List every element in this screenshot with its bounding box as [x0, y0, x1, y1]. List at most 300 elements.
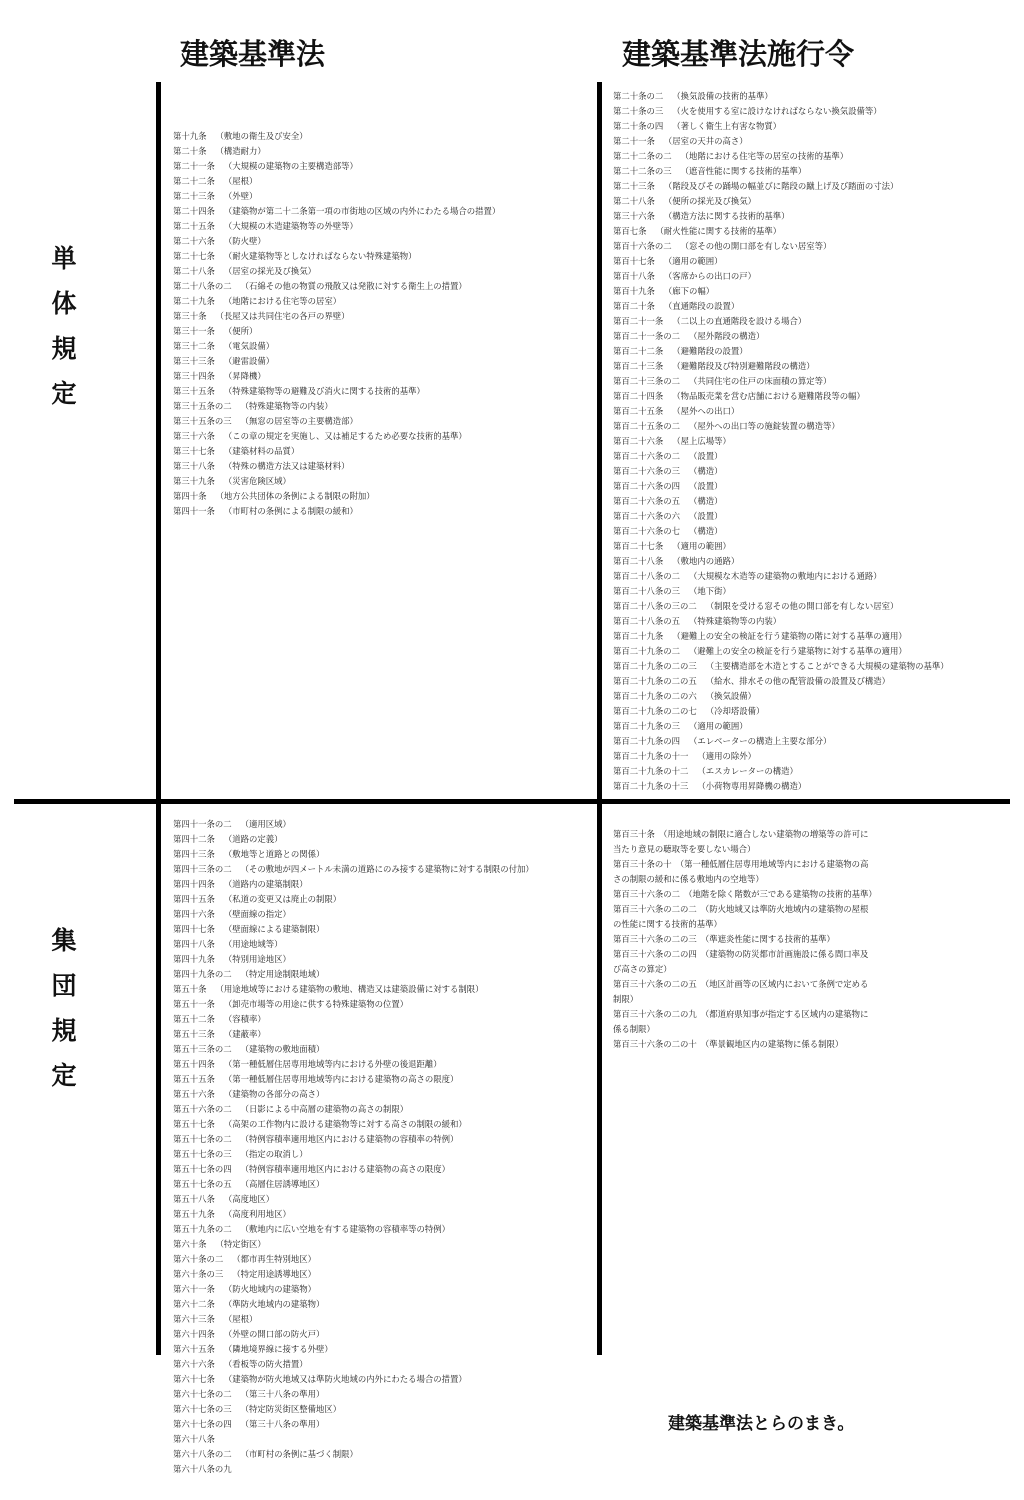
article-item	[613, 149, 1013, 164]
article-item	[173, 1387, 595, 1402]
article-number: 第二十三条	[613, 181, 655, 191]
article-title: （小荷物専用昇降機の構造）	[697, 781, 807, 791]
article-item	[613, 374, 1013, 389]
article-item	[173, 1462, 595, 1477]
article-title: （制限を受ける窓その他の開口部を有しない居室）	[705, 601, 899, 611]
article-number: 第二十条	[173, 146, 207, 156]
article-item	[613, 239, 1013, 254]
article-number: 第六十八条の二	[173, 1449, 232, 1459]
article-number: 第百二十五条の二	[613, 421, 680, 431]
article-number: 第二十二条の三	[613, 166, 672, 176]
article-number: 第五十六条	[173, 1089, 215, 1099]
article-title: （居室の天井の高さ）	[663, 136, 748, 146]
article-title: （道路内の建築制限）	[223, 879, 308, 889]
article-item	[173, 264, 593, 279]
article-item	[173, 1237, 595, 1252]
article-item	[173, 1417, 595, 1432]
article-item: 第百三十六条の二の九 （都道府県知事が指定する区域内の建築物に係る制限）	[613, 1009, 869, 1034]
article-item: 第百三十六条の二 （地階を除く階数が三である建築物の技術的基準）	[613, 889, 877, 899]
row-label-single	[44, 236, 84, 416]
article-number: 第二十九条	[173, 296, 215, 306]
article-title: （地階における住宅等の居室）	[223, 296, 342, 306]
article-title: （避難上の安全の検証を行う建築物の階に対する基準の適用）	[672, 631, 907, 641]
article-item	[613, 464, 1013, 479]
row-label-char: 規	[51, 1016, 77, 1045]
article-title: （屋外階段の構造）	[689, 331, 765, 341]
article-title: （避難階段の設置）	[672, 346, 748, 356]
article-number: 第百二十条	[613, 301, 655, 311]
article-number: 第百二十六条の七	[613, 526, 680, 536]
article-item	[613, 764, 1013, 779]
article-item	[173, 1432, 595, 1447]
article-title: （屋根）	[223, 1314, 258, 1324]
article-item	[173, 1177, 595, 1192]
article-title: （特殊建築物等の内装）	[240, 401, 333, 411]
article-number: 第五十三条の二	[173, 1044, 232, 1054]
article-title: （冷却塔設備）	[705, 706, 765, 716]
article-title: （都市再生特別地区）	[232, 1254, 316, 1264]
article-number: 第四十六条	[173, 909, 215, 919]
article-number: 第百二十六条の五	[613, 496, 680, 506]
article-item	[613, 524, 1013, 539]
article-title: （高層住居誘導地区）	[240, 1179, 325, 1189]
article-item	[173, 1267, 595, 1282]
article-title: （外壁）	[223, 191, 258, 201]
article-title: （準防火地域内の建築物）	[223, 1299, 325, 1309]
article-number: 第百二十三条の二	[613, 376, 680, 386]
article-number: 第三十七条	[173, 446, 215, 456]
article-number: 第三十四条	[173, 371, 215, 381]
article-item	[173, 907, 595, 922]
article-number: 第二十一条	[173, 161, 215, 171]
article-item	[173, 847, 595, 862]
article-item: 第百三十条 （用途地域の制限に適合しない建築物の増築等の許可に当たり意見の聴取等を要しない場合）	[613, 829, 869, 854]
article-number: 第四十五条	[173, 894, 215, 904]
article-item	[173, 1012, 595, 1027]
article-number: 第三十二条	[173, 341, 215, 351]
article-item	[173, 1342, 595, 1357]
article-item	[613, 674, 1013, 689]
article-title: （二以上の直通階段を設ける場合）	[672, 316, 807, 326]
article-item	[173, 952, 595, 967]
article-title: （構造耐力）	[215, 146, 266, 156]
article-item	[613, 749, 1013, 764]
article-title: （適用の範囲）	[672, 541, 731, 551]
row-label-group	[44, 918, 84, 1098]
article-title: （階段及びその踊場の幅並びに階段の蹴上げ及び踏面の寸法）	[663, 181, 899, 191]
article-number: 第三十九条	[173, 476, 215, 486]
article-number: 第六十四条	[173, 1329, 215, 1339]
article-number: 第五十三条	[173, 1029, 215, 1039]
article-item	[173, 982, 595, 997]
article-item	[173, 1222, 595, 1237]
article-item	[173, 219, 593, 234]
article-number: 第百二十九条の二の三	[613, 661, 697, 671]
row-label-char: 団	[51, 971, 77, 1000]
article-number: 第百二十二条	[613, 346, 664, 356]
article-title: （窓その他の開口部を有しない居室等）	[680, 241, 832, 251]
article-item	[173, 1297, 595, 1312]
article-title: （建築物の敷地面積）	[240, 1044, 325, 1054]
article-item	[173, 399, 593, 414]
article-number: 第二十二条	[173, 176, 215, 186]
footer-caption: 建築基準法とらのまき。	[668, 1414, 855, 1434]
article-title: （第三十八条の準用）	[240, 1389, 325, 1399]
article-item	[173, 1357, 595, 1372]
article-item	[173, 1252, 595, 1267]
article-item	[173, 249, 593, 264]
article-number: 第百二十九条の十一	[613, 751, 689, 761]
article-item: 第百三十六条の二の四 （建築物の防災都市計画施設に係る間口率及び高さの算定）	[613, 949, 869, 974]
article-item	[613, 179, 1013, 194]
article-item	[613, 194, 1013, 209]
article-item	[173, 429, 593, 444]
article-item	[613, 659, 1013, 674]
article-number: 第三十一条	[173, 326, 215, 336]
article-number: 第五十七条の三	[173, 1149, 232, 1159]
article-item	[173, 922, 595, 937]
article-number: 第五十四条	[173, 1059, 215, 1069]
article-number: 第百二十九条の十三	[613, 781, 689, 791]
article-number: 第五十九条	[173, 1209, 215, 1219]
article-title: （設置）	[689, 481, 723, 491]
article-number: 第二十七条	[173, 251, 215, 261]
article-item	[173, 937, 595, 952]
article-item	[173, 1087, 595, 1102]
article-title: （用途地域等）	[223, 939, 283, 949]
article-title: （適用区域）	[240, 819, 291, 829]
article-title: （看板等の防火措置）	[223, 1359, 308, 1369]
article-item	[173, 1102, 595, 1117]
article-number: 第十九条	[173, 131, 207, 141]
order-group-list	[613, 827, 875, 1052]
article-title: （特殊の構造方法又は建築材料）	[223, 461, 350, 471]
article-item	[173, 189, 593, 204]
article-item	[613, 164, 1013, 179]
article-item	[613, 224, 1013, 239]
row-label-char: 定	[51, 379, 77, 408]
article-number: 第四十三条の二	[173, 864, 232, 874]
article-item	[173, 967, 595, 982]
article-number: 第三十六条	[173, 431, 215, 441]
article-item	[173, 129, 593, 144]
article-item	[173, 1057, 595, 1072]
article-number: 第六十条の二	[173, 1254, 224, 1264]
article-number: 第百二十九条の二の六	[613, 691, 697, 701]
article-number: 第三十三条	[173, 356, 215, 366]
article-title: （壁面線による建築制限）	[223, 924, 325, 934]
article-number: 第百二十一条	[613, 316, 664, 326]
article-item	[173, 892, 595, 907]
article-number: 第二十四条	[173, 206, 215, 216]
article-title: （大規模の木造建築物等の外壁等）	[223, 221, 358, 231]
article-item	[173, 1447, 595, 1462]
article-item	[173, 1327, 595, 1342]
article-item	[613, 449, 1013, 464]
article-number: 第二十三条	[173, 191, 215, 201]
article-title: （構造方法に関する技術的基準）	[663, 211, 790, 221]
article-title: （適用の範囲）	[663, 256, 723, 266]
article-item	[613, 539, 1013, 554]
article-number: 第六十条の三	[173, 1269, 224, 1279]
article-number: 第六十条	[173, 1239, 207, 1249]
article-title: （換気設備の技術的基準）	[672, 91, 773, 101]
article-item	[173, 489, 593, 504]
article-title: （第一種低層住居専用地域等内における外壁の後退距離）	[223, 1059, 442, 1069]
article-number: 第百二十九条の二の五	[613, 676, 697, 686]
article-title: （その敷地が四メートル未満の道路にのみ接する建築物に対する制限の付加）	[240, 864, 534, 874]
article-number: 第百十九条	[613, 286, 655, 296]
article-title: （第一種低層住居専用地域等内における建築物の高さの限度）	[223, 1074, 459, 1084]
article-title: （屋外への出口）	[672, 406, 740, 416]
article-number: 第五十二条	[173, 1014, 215, 1024]
article-item	[173, 474, 593, 489]
article-item	[173, 369, 593, 384]
article-item	[613, 104, 1013, 119]
article-title: （昇降機）	[223, 371, 266, 381]
article-title: （エスカレーターの構造）	[697, 766, 798, 776]
article-number: 第三十条	[173, 311, 207, 321]
article-title: （共同住宅の住戸の床面積の算定等）	[689, 376, 832, 386]
article-item	[173, 144, 593, 159]
article-title: （市町村の条例による制限の緩和）	[223, 506, 358, 516]
article-title: （設置）	[689, 511, 723, 521]
article-number: 第四十九条	[173, 954, 215, 964]
article-title: （敷地内に広い空地を有する建築物の容積率等の特例）	[240, 1224, 450, 1234]
article-title: （隣地境界線に接する外壁）	[223, 1344, 333, 1354]
article-item	[173, 1027, 595, 1042]
article-item	[173, 1402, 595, 1417]
article-title: （敷地等と道路との関係）	[223, 849, 325, 859]
law-group-list	[173, 817, 595, 1477]
article-title: （敷地内の通路）	[672, 556, 740, 566]
article-number: 第二十五条	[173, 221, 215, 231]
article-item	[613, 509, 1013, 524]
law-column-header: 建築基準法	[180, 37, 326, 71]
article-item	[173, 309, 593, 324]
article-item	[613, 269, 1013, 284]
article-title: （特別用途地区）	[223, 954, 291, 964]
article-title: （外壁の開口部の防火戸）	[223, 1329, 325, 1339]
article-title: （地階における住宅等の居室の技術的基準）	[680, 151, 849, 161]
article-item	[613, 89, 1013, 104]
article-item	[173, 459, 593, 474]
article-title: （火を使用する室に設けなければならない換気設備等）	[672, 106, 882, 116]
article-number: 第百二十九条	[613, 631, 664, 641]
article-title: （壁面線の指定）	[223, 909, 291, 919]
article-number: 第六十七条の三	[173, 1404, 232, 1414]
article-number: 第百二十三条	[613, 361, 664, 371]
article-title: （適用の除外）	[697, 751, 756, 761]
article-number: 第百二十八条	[613, 556, 664, 566]
article-title: （直通階段の設置）	[663, 301, 740, 311]
article-item	[173, 384, 593, 399]
article-title: （建築材料の品質）	[223, 446, 300, 456]
row-label-char: 単	[51, 244, 77, 273]
article-item	[613, 299, 1013, 314]
article-number: 第二十条の三	[613, 106, 664, 116]
article-title: （物品販売業を営む店舗における避難階段等の幅）	[672, 391, 865, 401]
article-item: 第百三十条の十 （第一種低層住居専用地域等内における建築物の高さの制限の緩和に係る敷地内の空地等）	[613, 859, 869, 884]
article-number: 第百二十五条	[613, 406, 664, 416]
article-item	[613, 389, 1013, 404]
row-label-char: 定	[51, 1061, 77, 1090]
article-item	[173, 1312, 595, 1327]
article-number: 第六十八条	[173, 1434, 215, 1444]
article-number: 第六十一条	[173, 1284, 215, 1294]
article-title: （卸売市場等の用途に供する特殊建築物の位置）	[223, 999, 409, 1009]
article-number: 第百二十六条の二	[613, 451, 680, 461]
article-number: 第五十条	[173, 984, 207, 994]
article-item	[613, 329, 1013, 344]
article-item	[613, 644, 1013, 659]
article-number: 第二十条の二	[613, 91, 664, 101]
article-title: （避難階段及び特別避難階段の構造）	[672, 361, 815, 371]
article-title: （建築物が第二十二条第一項の市街地の区域の内外にわたる場合の措置）	[223, 206, 501, 216]
article-item	[173, 1042, 595, 1057]
article-number: 第二十八条の二	[173, 281, 232, 291]
article-item	[173, 997, 595, 1012]
article-number: 第六十八条の九	[173, 1464, 232, 1474]
article-number: 第二十六条	[173, 236, 215, 246]
article-title: （特殊建築物等の内装）	[689, 616, 782, 626]
article-number: 第二十二条の二	[613, 151, 672, 161]
horizontal-divider	[14, 799, 1010, 804]
article-title: （便所の採光及び換気）	[663, 196, 756, 206]
article-number: 第五十七条	[173, 1119, 215, 1129]
article-number: 第百二十八条の二	[613, 571, 680, 581]
article-title: （廊下の幅）	[663, 286, 715, 296]
article-number: 第三十五条の三	[173, 416, 232, 426]
article-item	[173, 1162, 595, 1177]
article-number: 第百七条	[613, 226, 647, 236]
article-number: 第百十七条	[613, 256, 655, 266]
row-label-char: 集	[51, 926, 77, 955]
article-number: 第百二十四条	[613, 391, 664, 401]
article-item	[173, 354, 593, 369]
article-title: （給水、排水その他の配管設備の設置及び構造）	[705, 676, 890, 686]
article-number: 第百二十九条の四	[613, 736, 680, 746]
article-title: （大規模の建築物の主要構造部等）	[223, 161, 358, 171]
article-item	[173, 174, 593, 189]
article-item	[173, 444, 593, 459]
article-title: （避雷設備）	[223, 356, 275, 366]
article-number: 第百二十六条の三	[613, 466, 680, 476]
article-item	[613, 209, 1013, 224]
article-item	[613, 554, 1013, 569]
article-number: 第六十二条	[173, 1299, 215, 1309]
article-number: 第四十七条	[173, 924, 215, 934]
article-title: （耐火建築物等としなければならない特殊建築物）	[223, 251, 417, 261]
article-item	[173, 1282, 595, 1297]
article-item	[173, 1072, 595, 1087]
article-item	[613, 779, 1013, 794]
article-number: 第四十一条の二	[173, 819, 232, 829]
article-number: 第六十三条	[173, 1314, 215, 1324]
row-label-char: 体	[51, 289, 77, 318]
article-item	[613, 569, 1013, 584]
article-number: 第二十八条	[613, 196, 655, 206]
article-title: （特例容積率適用地区内における建築物の高さの限度）	[240, 1164, 450, 1174]
article-title: （特例容積率適用地区内における建築物の容積率の特例）	[240, 1134, 459, 1144]
article-number: 第三十五条の二	[173, 401, 232, 411]
article-number: 第百二十八条の五	[613, 616, 680, 626]
article-item	[613, 254, 1013, 269]
article-number: 第六十七条の四	[173, 1419, 232, 1429]
article-title: （用途地域等における建築物の敷地、構造又は建築設備に対する制限）	[215, 984, 484, 994]
article-item	[173, 294, 593, 309]
article-number: 第百二十六条の六	[613, 511, 680, 521]
article-title: （換気設備）	[705, 691, 756, 701]
article-number: 第三十五条	[173, 386, 215, 396]
article-item: 第百三十六条の二の三 （準遮炎性能に関する技術的基準）	[613, 934, 835, 944]
article-item	[613, 404, 1013, 419]
left-divider	[156, 82, 161, 1355]
article-item	[613, 704, 1013, 719]
article-title: （居室の採光及び換気）	[223, 266, 316, 276]
article-title: （災害危険区域）	[223, 476, 291, 486]
article-number: 第三十八条	[173, 461, 215, 471]
article-number: 第四十一条	[173, 506, 215, 516]
article-number: 第五十七条の二	[173, 1134, 232, 1144]
article-title: （地方公共団体の条例による制限の附加）	[215, 491, 375, 501]
article-title: （防火地域内の建築物）	[223, 1284, 316, 1294]
center-divider	[597, 82, 602, 1355]
article-item	[613, 284, 1013, 299]
article-number: 第二十一条	[613, 136, 655, 146]
article-title: （特殊建築物等の避難及び消火に関する技術的基準）	[223, 386, 425, 396]
article-title: （大規模な木造等の建築物の敷地内における通路）	[689, 571, 882, 581]
article-title: （道路の定義）	[223, 834, 283, 844]
article-number: 第五十五条	[173, 1074, 215, 1084]
article-title: （高度地区）	[223, 1194, 275, 1204]
article-title: （建蔽率）	[223, 1029, 266, 1039]
law-single-list	[173, 129, 593, 519]
article-number: 第四十九条の二	[173, 969, 232, 979]
article-title: （設置）	[689, 451, 723, 461]
row-label-char: 規	[51, 334, 77, 363]
article-title: （特定街区）	[215, 1239, 266, 1249]
article-number: 第四十二条	[173, 834, 215, 844]
article-title: （構造）	[689, 466, 723, 476]
article-number: 第六十六条	[173, 1359, 215, 1369]
article-title: （屋根）	[223, 176, 258, 186]
article-title: （高架の工作物内に設ける建築物等に対する高さの制限の緩和）	[223, 1119, 467, 1129]
article-item	[173, 159, 593, 174]
article-number: 第五十七条の四	[173, 1164, 232, 1174]
article-title: （構造）	[689, 496, 723, 506]
article-item	[173, 504, 593, 519]
article-title: （構造）	[689, 526, 723, 536]
article-item	[173, 234, 593, 249]
article-title: （高度利用地区）	[223, 1209, 291, 1219]
article-item	[173, 1192, 595, 1207]
article-item	[173, 877, 595, 892]
article-item	[613, 629, 1013, 644]
article-title: （特定用途誘導地区）	[232, 1269, 316, 1279]
article-item	[613, 134, 1013, 149]
article-item	[173, 324, 593, 339]
article-number: 第四十条	[173, 491, 207, 501]
article-item	[173, 414, 593, 429]
article-number: 第五十六条の二	[173, 1104, 232, 1114]
article-title: （無窓の居室等の主要構造部）	[240, 416, 358, 426]
article-item	[173, 1117, 595, 1132]
article-number: 第百二十六条の四	[613, 481, 680, 491]
article-title: （便所）	[223, 326, 258, 336]
article-number: 第三十六条	[613, 211, 655, 221]
article-number: 第四十四条	[173, 879, 215, 889]
